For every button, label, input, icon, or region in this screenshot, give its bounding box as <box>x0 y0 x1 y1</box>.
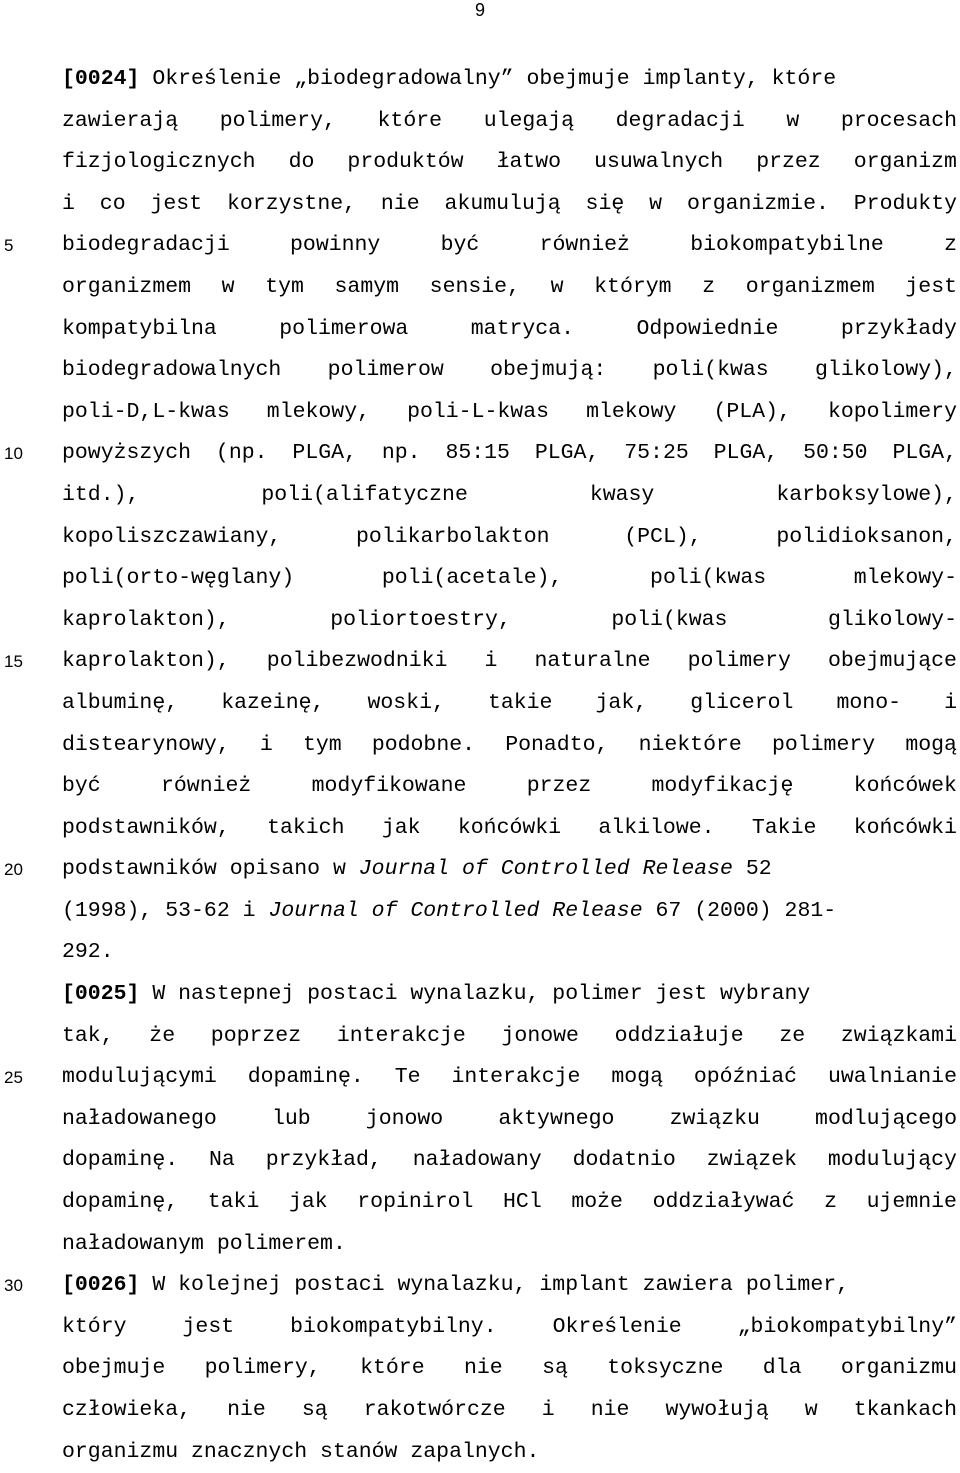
word: również <box>539 233 630 258</box>
word: takie <box>487 690 553 715</box>
word: biokompatybilne <box>690 233 884 258</box>
word: Na <box>209 1148 235 1173</box>
word: powinny <box>290 233 381 258</box>
word: polimery <box>687 649 791 674</box>
word: i <box>259 732 273 757</box>
word: organizmu <box>840 1356 957 1381</box>
word: końcówek <box>853 774 957 799</box>
word: człowieka, <box>62 1398 192 1422</box>
word: z <box>944 233 957 258</box>
word: tym <box>265 274 304 299</box>
word: powyższych <box>62 441 192 466</box>
word: korzystne, <box>227 191 357 216</box>
word: dopaminę. <box>62 1148 179 1173</box>
citation-journal: Journal of Controlled Release <box>358 857 733 882</box>
paragraph-0026-line <box>62 1432 957 1473</box>
word: jest <box>182 1314 235 1339</box>
word: obejmują: <box>490 358 607 383</box>
paragraph-0024-line <box>62 683 957 725</box>
word: sensie, <box>429 274 520 299</box>
word: które <box>377 108 443 133</box>
word: związek <box>706 1148 798 1173</box>
paragraph-0024-line <box>62 641 957 683</box>
word: HCl <box>503 1190 542 1215</box>
word: obejmuje <box>62 1356 166 1381</box>
word: degradacji <box>615 108 745 133</box>
paragraph-0025-line <box>62 1057 957 1099</box>
text-line: 52 <box>745 857 772 882</box>
word: naładowany <box>412 1148 542 1173</box>
word: w <box>221 274 235 299</box>
word: glikolowy), <box>815 358 957 383</box>
word: przez <box>526 774 592 799</box>
document-body <box>62 59 957 1473</box>
word: wywołują <box>665 1398 769 1422</box>
paragraph-tag-0024: [0024] <box>62 67 140 91</box>
paragraph-0026-line <box>62 1390 957 1432</box>
word: organizmie. <box>686 191 829 216</box>
paragraph-0024-line <box>62 59 957 101</box>
word: końcówki <box>457 815 562 840</box>
word: może <box>571 1190 623 1215</box>
word: oddziaływać <box>652 1190 795 1215</box>
paragraph-0025-line <box>62 1182 957 1224</box>
paragraph-tag-0025: [0025] <box>62 982 140 1007</box>
word: itd.), <box>62 482 140 507</box>
word: nie <box>590 1398 630 1422</box>
word: mlekowy- <box>853 566 957 591</box>
word: Produkty <box>853 191 957 216</box>
paragraph-0024-line <box>62 225 957 267</box>
word: biodegradowalnych <box>62 358 282 383</box>
word: polimerowa <box>279 316 409 341</box>
word: 85:15 <box>445 441 510 466</box>
paragraph-0024-line <box>62 101 957 143</box>
word: jak <box>381 815 421 840</box>
word: PLGA, <box>892 441 957 466</box>
word: Takie <box>751 815 817 840</box>
word: się <box>585 191 625 216</box>
word: polidioksanon, <box>776 524 957 549</box>
word: w <box>649 191 663 216</box>
paragraph-0024-line <box>62 475 957 517</box>
word: poli(kwas <box>650 566 767 591</box>
word: woski, <box>367 690 445 715</box>
word: Ponadto, <box>505 732 609 757</box>
word: kwasy <box>589 482 655 507</box>
word: dla <box>762 1356 802 1381</box>
text-line: (1998), 53-62 i <box>62 898 256 923</box>
word: obejmujące <box>827 649 957 674</box>
word: podobne. <box>371 732 476 757</box>
paragraph-0024-line <box>62 766 957 808</box>
word: Określenie <box>552 1314 682 1339</box>
word: samym <box>334 274 400 299</box>
word: organizmem <box>745 274 875 299</box>
paragraph-0024-line <box>62 433 957 475</box>
word: (PLA), <box>713 399 791 424</box>
word: alkilowe. <box>598 815 715 840</box>
word: PLGA, <box>713 441 779 466</box>
word: dopaminę, <box>62 1190 179 1215</box>
word: akumulują <box>444 191 561 216</box>
word: zawierają <box>62 108 179 133</box>
word: z <box>702 274 716 299</box>
word: Odpowiednie <box>636 316 779 341</box>
word: procesach <box>840 108 957 133</box>
word: jest <box>150 191 203 216</box>
word: (PCL), <box>624 524 702 549</box>
word: lub <box>271 1106 311 1131</box>
word: modyfikację <box>651 774 794 799</box>
word: poli(alifatyczne <box>261 482 468 507</box>
word: ujemnie <box>866 1190 957 1215</box>
word: takich <box>267 815 345 840</box>
word: ropinirol <box>357 1190 474 1215</box>
word: jak <box>288 1190 328 1215</box>
text-line: 292. <box>62 940 114 965</box>
paragraph-0024-line <box>62 517 957 559</box>
word: kopoliszczawiany, <box>62 524 282 549</box>
word: polikarbolakton <box>356 524 550 549</box>
word: glikolowy- <box>827 607 957 632</box>
word: PLGA, <box>534 441 600 466</box>
word: nie <box>227 1398 266 1422</box>
word: poli(orto-węglany) <box>62 566 295 591</box>
paragraph-0024-line <box>62 267 957 309</box>
word: matryca. <box>470 316 574 341</box>
word: jest <box>905 274 957 299</box>
paragraph-0024-line <box>62 808 957 850</box>
word: usuwalnych <box>594 150 724 175</box>
paragraph-0025-line <box>62 974 957 1016</box>
word: nie <box>463 1356 503 1381</box>
line-number-15: 15 <box>4 652 23 671</box>
word: karboksylowe), <box>776 482 957 507</box>
paragraph-0025-line <box>62 1224 957 1266</box>
word: biodegradacji <box>62 233 230 258</box>
citation-journal: Journal of Controlled Release <box>268 898 643 923</box>
paragraph-0026-line <box>62 1348 957 1390</box>
word: być <box>62 774 101 799</box>
word: np. <box>381 441 421 466</box>
word: 50:50 <box>803 441 868 466</box>
paragraph-0024-line <box>62 350 957 392</box>
word: który <box>62 1314 127 1339</box>
paragraph-0026-line <box>62 1307 957 1349</box>
word: i <box>484 649 498 674</box>
word: i <box>944 690 957 715</box>
word: organizmem <box>62 274 192 299</box>
paragraph-0024-line <box>62 142 957 184</box>
word: poli-D,L-kwas <box>62 399 230 424</box>
word: polimery, <box>219 108 336 133</box>
word: niektóre <box>638 732 742 757</box>
word: glicerol <box>690 690 794 715</box>
word: że <box>149 1023 176 1048</box>
word: i <box>62 191 75 216</box>
paragraph-0024-line <box>62 392 957 434</box>
word: kompatybilna <box>62 316 217 341</box>
word: końcówki <box>853 815 957 840</box>
word: albuminę, <box>62 690 179 715</box>
word: są <box>542 1356 568 1381</box>
word: mlekowy <box>586 399 677 424</box>
word: mogą <box>611 1065 663 1090</box>
word: związkami <box>840 1023 957 1048</box>
line-number-5: 5 <box>4 236 14 255</box>
text-line: W kolejnej postaci wynalazku, implant zawiera polimer, <box>152 1273 850 1298</box>
text-line: podstawników opisano w <box>62 857 346 882</box>
word: są <box>301 1398 328 1422</box>
word: dopaminę. <box>247 1065 364 1090</box>
word: tym <box>302 732 342 757</box>
paragraph-0024-line <box>62 849 957 891</box>
word: tkankach <box>853 1398 957 1422</box>
word: poprzez <box>210 1023 302 1048</box>
word: jonowo <box>365 1106 444 1131</box>
line-number-20: 20 <box>4 860 23 879</box>
paragraph-0024-line <box>62 891 957 933</box>
word: poliortoestry, <box>330 607 511 632</box>
word: opóźniać <box>693 1065 798 1090</box>
word: mogą <box>905 732 957 757</box>
paragraph-tag-0026: [0026] <box>62 1273 140 1298</box>
word: przez <box>756 150 821 175</box>
word: w <box>550 274 564 299</box>
text-line: Określenie „biodegradowalny” obejmuje implanty, które <box>152 67 837 91</box>
word: przykład, <box>265 1148 382 1173</box>
word: poli(acetale), <box>381 566 563 591</box>
word: kazeinę, <box>221 690 325 715</box>
paragraph-0026-line <box>62 1265 957 1307</box>
word: produktów <box>347 150 464 175</box>
word: poli-L-kwas <box>407 399 550 424</box>
word: polimery, <box>204 1356 321 1381</box>
paragraph-0024-line <box>62 184 957 226</box>
paragraph-0024-line <box>62 558 957 600</box>
word: tak, <box>62 1023 114 1048</box>
word: jak, <box>595 690 648 715</box>
word: rakotwórcze <box>363 1398 506 1422</box>
word: którym <box>594 274 672 299</box>
word: w <box>804 1398 818 1422</box>
word: przykłady <box>840 316 957 341</box>
word: mlekowy, <box>266 399 371 424</box>
word: modulujący <box>827 1148 957 1173</box>
line-number-30: 30 <box>4 1276 23 1295</box>
word: naturalne <box>534 649 651 674</box>
word: związku <box>669 1106 760 1131</box>
word: poli(kwas <box>652 358 769 383</box>
paragraph-0024-line <box>62 600 957 642</box>
word: taki <box>207 1190 260 1215</box>
word: „biokompatybilny” <box>737 1314 957 1339</box>
word: Te <box>394 1065 421 1090</box>
word: mono- <box>836 690 901 715</box>
word: aktywnego <box>498 1106 615 1131</box>
text-line: 67 (2000) 281- <box>655 898 837 923</box>
word: kaprolakton), <box>62 649 230 674</box>
text-line: naładowanym polimerem. <box>62 1231 346 1256</box>
word: polimerow <box>327 358 444 383</box>
page-number: 9 <box>474 0 485 20</box>
word: oddziałuje <box>614 1023 744 1048</box>
word: również <box>161 774 252 799</box>
word: jonowe <box>501 1023 579 1048</box>
text-line: W nastepnej postaci wynalazku, polimer jest wybrany <box>152 982 811 1007</box>
word: modulującymi <box>62 1065 217 1090</box>
word: poli(kwas <box>611 607 728 632</box>
word: modyfikowane <box>311 774 467 799</box>
word: distearynowy, <box>62 732 230 757</box>
word: 75:25 <box>624 441 689 466</box>
line-number-10: 10 <box>4 444 23 463</box>
word: polimery <box>771 732 876 757</box>
word: kopolimery <box>827 399 957 424</box>
paragraph-0024-line <box>62 725 957 767</box>
word: (np. <box>215 441 268 466</box>
word: z <box>824 1190 838 1215</box>
word: do <box>288 150 315 175</box>
line-number-25: 25 <box>4 1068 23 1087</box>
word: modlującego <box>815 1106 957 1131</box>
word: interakcje <box>336 1023 466 1048</box>
word: ze <box>779 1023 806 1048</box>
word: które <box>360 1356 425 1381</box>
word: uwalnianie <box>827 1065 957 1090</box>
paragraph-0025-line <box>62 1099 957 1141</box>
text-line: organizmu znacznych stanów zapalnych. <box>62 1439 540 1464</box>
word: PLGA, <box>292 441 357 466</box>
word: toksyczne <box>607 1356 724 1381</box>
paragraph-0025-line <box>62 1016 957 1058</box>
word: podstawników, <box>62 815 230 840</box>
word: naładowanego <box>62 1106 217 1131</box>
word: biokompatybilny. <box>290 1314 497 1339</box>
word: kaprolakton), <box>62 607 230 632</box>
word: polibezwodniki <box>266 649 448 674</box>
word: nie <box>380 191 420 216</box>
word: być <box>440 233 480 258</box>
word: fizjologicznych <box>62 150 256 175</box>
word: ulegają <box>483 108 575 133</box>
word: i <box>541 1398 555 1422</box>
paragraph-0024-line <box>62 309 957 351</box>
word: interakcje <box>451 1065 581 1090</box>
word: w <box>786 108 800 133</box>
word: organizm <box>853 150 957 175</box>
paragraph-0024-line <box>62 932 957 974</box>
paragraph-0025-line <box>62 1140 957 1182</box>
word: dodatnio <box>572 1148 676 1173</box>
word: łatwo <box>496 150 562 175</box>
word: co <box>99 191 126 216</box>
